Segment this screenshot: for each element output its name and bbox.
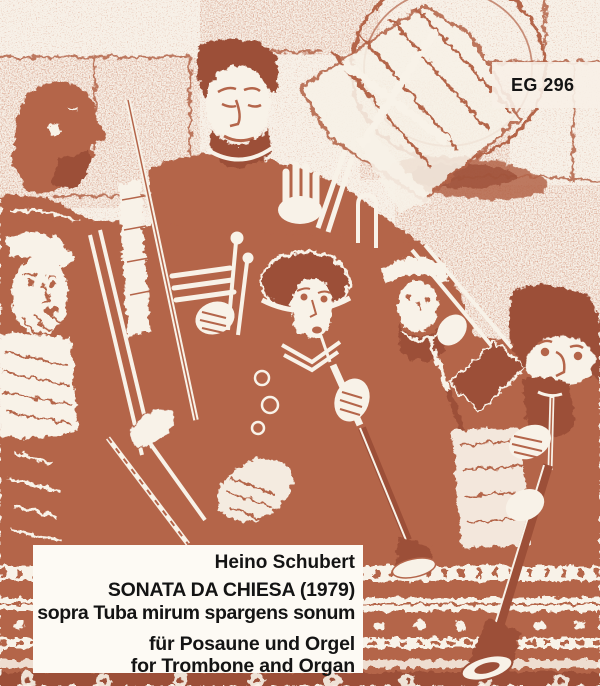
drumstick-knob bbox=[243, 253, 254, 264]
work-subtitle: sopra Tuba mirum spargens sonum bbox=[37, 602, 355, 624]
work-title: SONATA DA CHIESA (1979) bbox=[107, 579, 355, 601]
cap-player-face bbox=[291, 278, 333, 338]
title-panel bbox=[33, 545, 363, 677]
scoring-german: für Posaune und Orgel bbox=[149, 633, 355, 655]
scoring-block bbox=[33, 633, 355, 677]
scoring-english: for Trombone and Organ bbox=[130, 655, 355, 677]
catalog-number: EG 296 bbox=[511, 75, 575, 95]
composer-name: Heino Schubert bbox=[214, 552, 355, 573]
drumstick-knob bbox=[231, 232, 244, 245]
